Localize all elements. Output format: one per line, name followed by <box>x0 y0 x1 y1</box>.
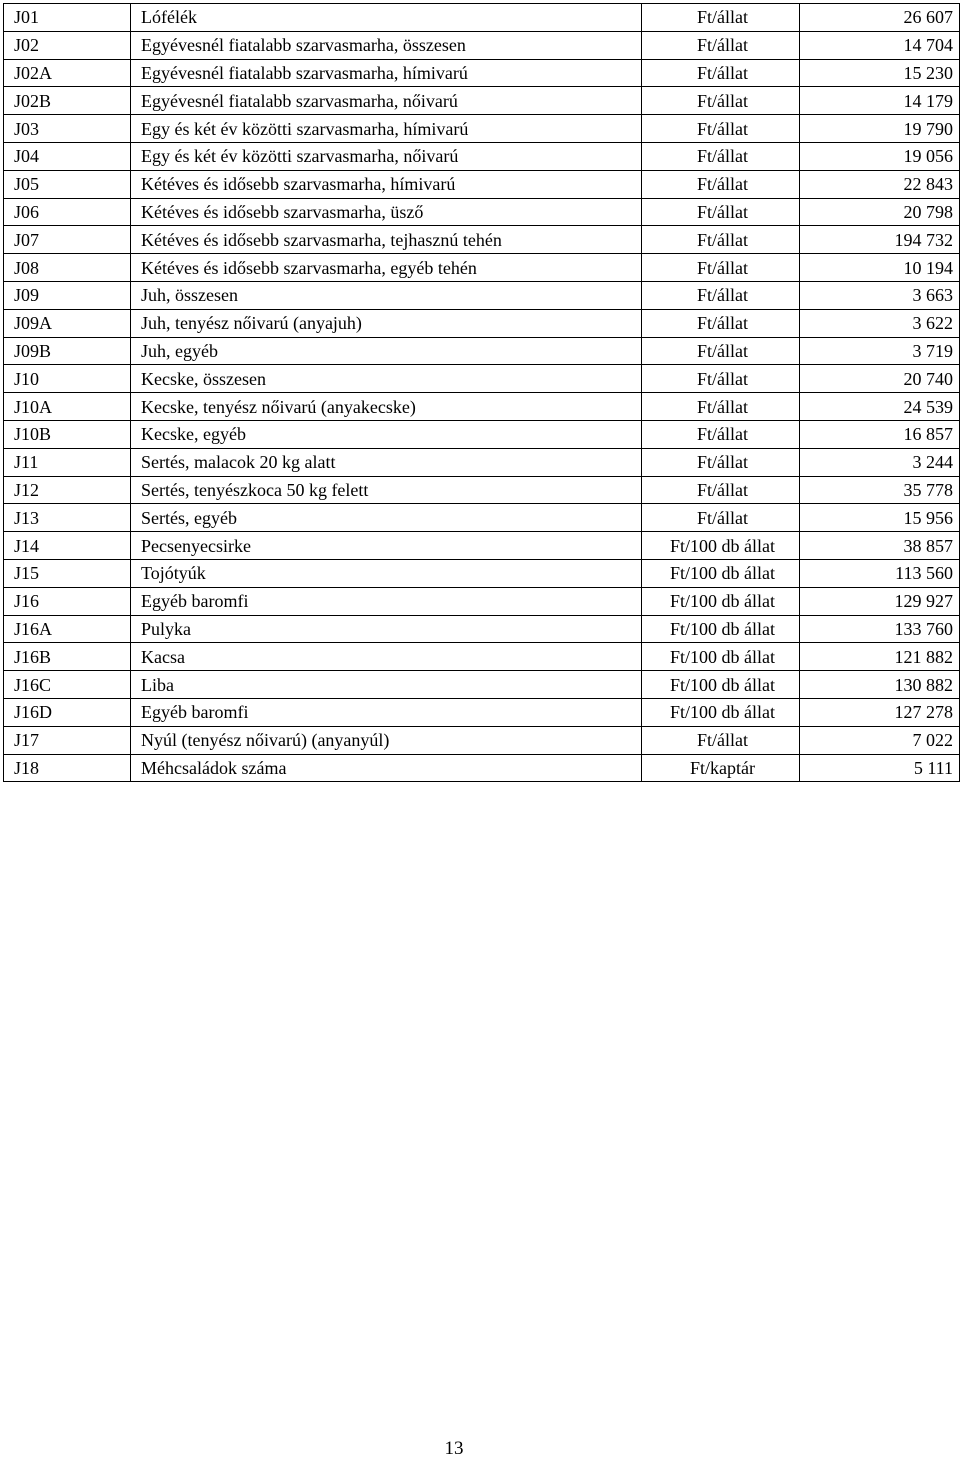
table-body <box>4 4 960 782</box>
row-value: 3 719 <box>800 337 960 365</box>
row-code: J11 <box>4 448 131 476</box>
table-row <box>4 281 960 309</box>
row-description: Egyéb baromfi <box>131 698 642 726</box>
row-description: Egyévesnél fiatalabb szarvasmarha, nőivarú <box>131 87 642 115</box>
row-description: Sertés, egyéb <box>131 504 642 532</box>
row-value: 26 607 <box>800 4 960 32</box>
row-code: J09A <box>4 309 131 337</box>
row-code: J03 <box>4 115 131 143</box>
row-unit: Ft/állat <box>642 726 800 754</box>
row-value: 14 704 <box>800 31 960 59</box>
row-code: J02A <box>4 59 131 87</box>
row-description: Lófélék <box>131 4 642 32</box>
row-description: Sertés, malacok 20 kg alatt <box>131 448 642 476</box>
table-row <box>4 337 960 365</box>
row-code: J06 <box>4 198 131 226</box>
table-row <box>4 504 960 532</box>
row-value: 3 622 <box>800 309 960 337</box>
row-unit: Ft/állat <box>642 142 800 170</box>
row-unit: Ft/állat <box>642 31 800 59</box>
row-code: J09 <box>4 281 131 309</box>
row-description: Juh, egyéb <box>131 337 642 365</box>
row-unit: Ft/állat <box>642 420 800 448</box>
row-unit: Ft/állat <box>642 309 800 337</box>
row-code: J18 <box>4 754 131 782</box>
row-description: Egyévesnél fiatalabb szarvasmarha, hímivarú <box>131 59 642 87</box>
table-row <box>4 726 960 754</box>
row-code: J17 <box>4 726 131 754</box>
row-code: J16C <box>4 671 131 699</box>
table-row <box>4 587 960 615</box>
row-unit: Ft/állat <box>642 337 800 365</box>
table-row <box>4 226 960 254</box>
row-code: J07 <box>4 226 131 254</box>
row-code: J15 <box>4 559 131 587</box>
table-row <box>4 142 960 170</box>
row-description: Kecske, tenyész nőivarú (anyakecske) <box>131 393 642 421</box>
table-row <box>4 698 960 726</box>
table-row <box>4 532 960 560</box>
row-value: 19 790 <box>800 115 960 143</box>
row-code: J10B <box>4 420 131 448</box>
row-description: Kétéves és idősebb szarvasmarha, tejhasznú tehén <box>131 226 642 254</box>
row-code: J09B <box>4 337 131 365</box>
row-unit: Ft/állat <box>642 281 800 309</box>
row-code: J01 <box>4 4 131 32</box>
row-unit: Ft/100 db állat <box>642 587 800 615</box>
row-value: 194 732 <box>800 226 960 254</box>
row-description: Egyévesnél fiatalabb szarvasmarha, összesen <box>131 31 642 59</box>
row-unit: Ft/állat <box>642 87 800 115</box>
row-unit: Ft/100 db állat <box>642 671 800 699</box>
row-unit: Ft/állat <box>642 254 800 282</box>
row-unit: Ft/állat <box>642 448 800 476</box>
row-value: 16 857 <box>800 420 960 448</box>
row-unit: Ft/állat <box>642 393 800 421</box>
table-row <box>4 87 960 115</box>
row-unit: Ft/kaptár <box>642 754 800 782</box>
row-code: J02 <box>4 31 131 59</box>
row-value: 24 539 <box>800 393 960 421</box>
row-description: Kecske, egyéb <box>131 420 642 448</box>
row-unit: Ft/állat <box>642 59 800 87</box>
table-row <box>4 420 960 448</box>
row-unit: Ft/100 db állat <box>642 698 800 726</box>
row-code: J05 <box>4 170 131 198</box>
row-description: Juh, tenyész nőivarú (anyajuh) <box>131 309 642 337</box>
row-value: 129 927 <box>800 587 960 615</box>
row-value: 35 778 <box>800 476 960 504</box>
row-code: J13 <box>4 504 131 532</box>
row-value: 15 956 <box>800 504 960 532</box>
row-value: 5 111 <box>800 754 960 782</box>
row-description: Egy és két év közötti szarvasmarha, hímivarú <box>131 115 642 143</box>
row-description: Kétéves és idősebb szarvasmarha, üsző <box>131 198 642 226</box>
row-unit: Ft/100 db állat <box>642 532 800 560</box>
table-row <box>4 31 960 59</box>
row-code: J12 <box>4 476 131 504</box>
row-code: J10A <box>4 393 131 421</box>
table-row <box>4 615 960 643</box>
row-description: Liba <box>131 671 642 699</box>
row-description: Sertés, tenyészkoca 50 kg felett <box>131 476 642 504</box>
row-unit: Ft/állat <box>642 226 800 254</box>
table-row <box>4 365 960 393</box>
table-row <box>4 393 960 421</box>
row-code: J16D <box>4 698 131 726</box>
row-value: 15 230 <box>800 59 960 87</box>
row-value: 19 056 <box>800 142 960 170</box>
table-row <box>4 4 960 32</box>
row-description: Kétéves és idősebb szarvasmarha, egyéb tehén <box>131 254 642 282</box>
row-value: 127 278 <box>800 698 960 726</box>
row-code: J16 <box>4 587 131 615</box>
row-value: 133 760 <box>800 615 960 643</box>
row-value: 3 663 <box>800 281 960 309</box>
row-unit: Ft/állat <box>642 170 800 198</box>
row-unit: Ft/állat <box>642 115 800 143</box>
row-value: 38 857 <box>800 532 960 560</box>
row-description: Kétéves és idősebb szarvasmarha, hímivarú <box>131 170 642 198</box>
table-row <box>4 671 960 699</box>
row-value: 20 740 <box>800 365 960 393</box>
row-code: J02B <box>4 87 131 115</box>
table-row <box>4 476 960 504</box>
row-unit: Ft/100 db állat <box>642 615 800 643</box>
row-code: J16B <box>4 643 131 671</box>
row-value: 7 022 <box>800 726 960 754</box>
row-code: J08 <box>4 254 131 282</box>
row-description: Kecske, összesen <box>131 365 642 393</box>
row-description: Juh, összesen <box>131 281 642 309</box>
row-description: Pulyka <box>131 615 642 643</box>
row-description: Kacsa <box>131 643 642 671</box>
row-code: J04 <box>4 142 131 170</box>
page-number: 13 <box>444 1438 464 1459</box>
row-code: J14 <box>4 532 131 560</box>
row-value: 10 194 <box>800 254 960 282</box>
table-row <box>4 643 960 671</box>
row-description: Pecsenyecsirke <box>131 532 642 560</box>
row-description: Nyúl (tenyész nőivarú) (anyanyúl) <box>131 726 642 754</box>
table-row <box>4 309 960 337</box>
table-row <box>4 448 960 476</box>
row-unit: Ft/állat <box>642 365 800 393</box>
row-value: 130 882 <box>800 671 960 699</box>
row-value: 14 179 <box>800 87 960 115</box>
row-code: J10 <box>4 365 131 393</box>
table-row <box>4 59 960 87</box>
row-code: J16A <box>4 615 131 643</box>
row-value: 113 560 <box>800 559 960 587</box>
row-value: 3 244 <box>800 448 960 476</box>
table-row <box>4 115 960 143</box>
table-row <box>4 559 960 587</box>
row-unit: Ft/állat <box>642 504 800 532</box>
row-unit: Ft/állat <box>642 4 800 32</box>
row-description: Tojótyúk <box>131 559 642 587</box>
table-row <box>4 198 960 226</box>
row-description: Egy és két év közötti szarvasmarha, nőivarú <box>131 142 642 170</box>
table-row <box>4 254 960 282</box>
row-description: Egyéb baromfi <box>131 587 642 615</box>
row-unit: Ft/állat <box>642 198 800 226</box>
row-value: 20 798 <box>800 198 960 226</box>
row-unit: Ft/100 db állat <box>642 643 800 671</box>
row-unit: Ft/100 db állat <box>642 559 800 587</box>
table-row <box>4 754 960 782</box>
row-value: 22 843 <box>800 170 960 198</box>
row-unit: Ft/állat <box>642 476 800 504</box>
table-row <box>4 170 960 198</box>
row-value: 121 882 <box>800 643 960 671</box>
row-description: Méhcsaládok száma <box>131 754 642 782</box>
livestock-value-table <box>3 3 960 782</box>
